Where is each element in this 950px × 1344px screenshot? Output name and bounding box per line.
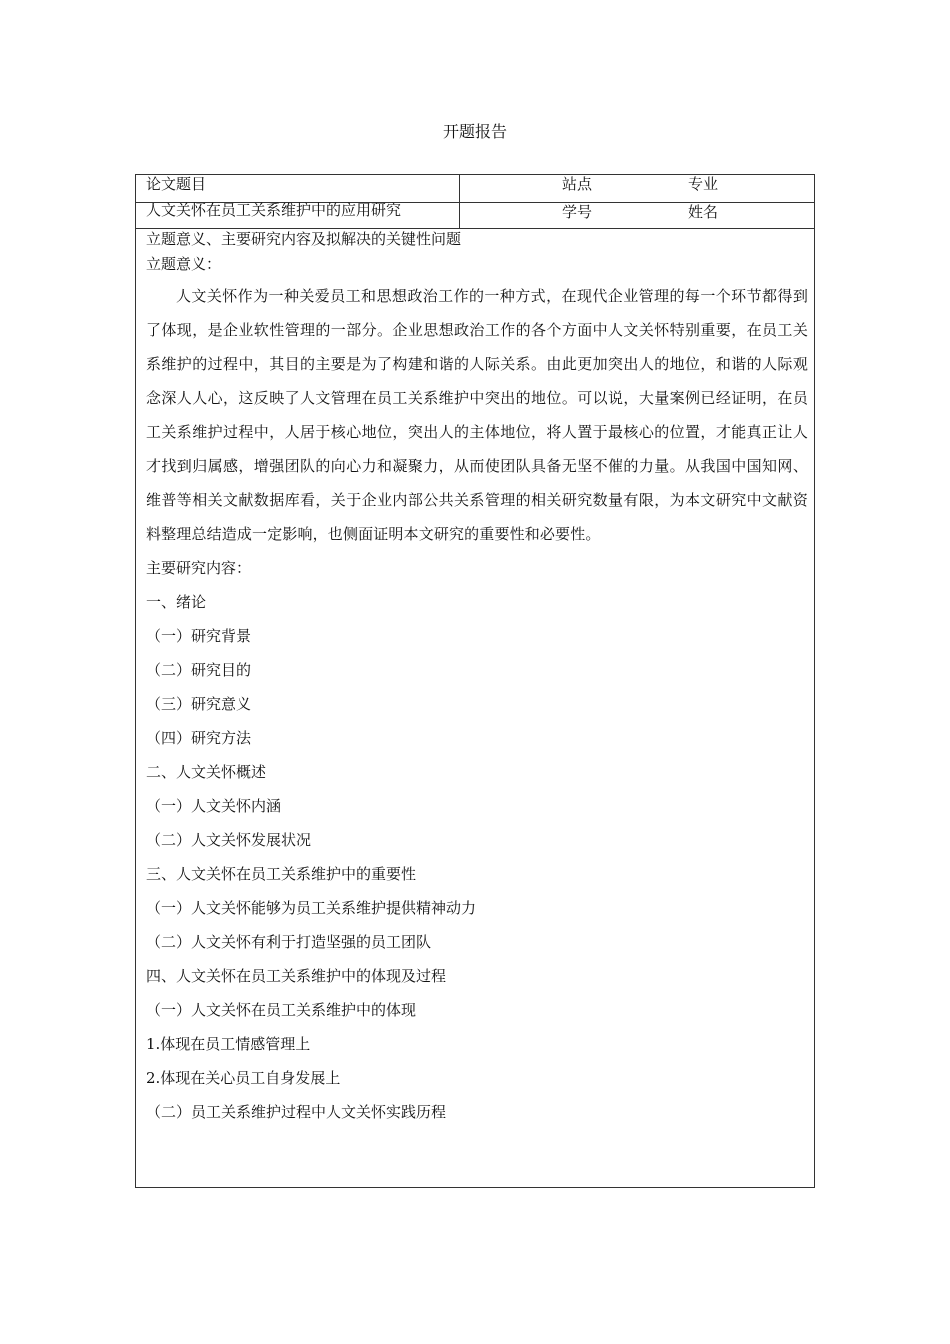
- outline-item: （四）研究方法: [146, 729, 252, 747]
- outline-item: 2.体现在关心员工自身发展上: [146, 1069, 341, 1087]
- outline-item: （一）人文关怀能够为员工关系维护提供精神动力: [146, 899, 477, 917]
- page-title: 开题报告: [442, 122, 507, 141]
- outline-item: （一）人文关怀在员工关系维护中的体现: [146, 1001, 417, 1019]
- outline-item: 三、人文关怀在员工关系维护中的重要性: [146, 865, 417, 883]
- main-content-label: 主要研究内容：: [146, 559, 252, 577]
- outline-item: （一）研究背景: [146, 627, 252, 645]
- outline-item: （一）人文关怀内涵: [146, 797, 282, 815]
- significance-label: 立题意义：: [146, 255, 222, 273]
- section-heading: 立题意义、主要研究内容及拟解决的关键性问题: [146, 230, 462, 248]
- outline-item: 四、人文关怀在员工关系维护中的体现及过程: [146, 967, 447, 985]
- outline-list: [146, 585, 808, 1129]
- student-id-label: 学号: [562, 203, 593, 221]
- outline-item: 1.体现在员工情感管理上: [146, 1035, 311, 1053]
- outline-item: （二）员工关系维护过程中人文关怀实践历程: [146, 1103, 447, 1121]
- report-body: [146, 229, 808, 1129]
- outline-item: （三）研究意义: [146, 695, 252, 713]
- outline-item: （二）人文关怀发展状况: [146, 831, 312, 849]
- major-label: 专业: [688, 175, 719, 193]
- thesis-title-label: 论文题目: [146, 175, 207, 193]
- name-label: 姓名: [688, 203, 719, 221]
- significance-paragraph: 人文关怀作为一种关爱员工和思想政治工作的一种方式，在现代企业管理的每一个环节都得到了体现，是企业软性管理的一部分。企业思想政治工作的各个方面中人文关怀特别重要，在员工关系维护的过程中，其目的主要是为了构建和谐的人际关系。由此更加突出人的地位，和谐的人际观念深人人心，这反映了人文管理在员工关系维护中突出的地位。可以说，大量案例已经证明，在员工关系维护过程中，人居于核心地位，突出人的主体地位，将人置于最核心的位置，才能真正让人才找到归属感，增强团队的向心力和凝聚力，从而使团队具备无坚不催的力量。从我国中国知网、维普等相关文献数据库看，关于企业内部公共关系管理的相关研究数量有限，为本文研究中文献资料整理总结造成一定影响，也侧面证明本文研究的重要性和必要性。: [146, 287, 808, 543]
- station-label: 站点: [562, 175, 593, 193]
- outline-item: （二）人文关怀有利于打造坚强的员工团队: [146, 933, 432, 951]
- outline-item: 一、绪论: [146, 593, 207, 611]
- outline-item: 二、人文关怀概述: [146, 763, 267, 781]
- table-divider: [459, 174, 460, 228]
- outline-item: （二）研究目的: [146, 661, 252, 679]
- thesis-title-value: 人文关怀在员工关系维护中的应用研究: [146, 201, 402, 219]
